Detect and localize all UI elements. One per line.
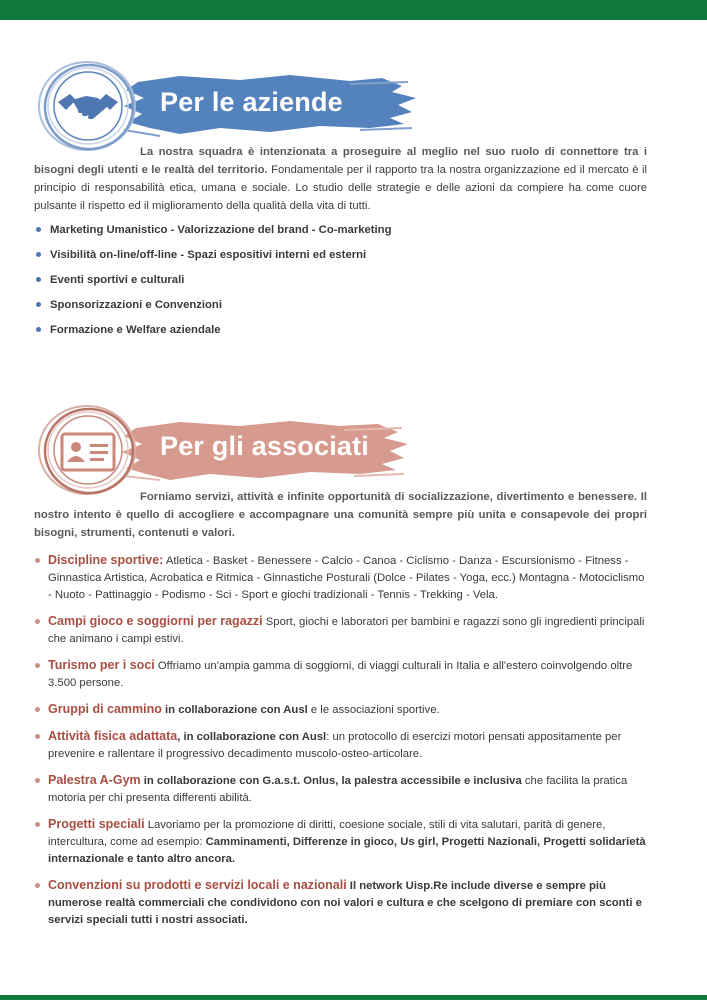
item-text: Sport, giochi e laboratori per bambini e ragazzi sono gli ingredienti principali che animano i campi estivi.: [48, 616, 645, 645]
handshake-icon: [34, 56, 142, 156]
associati-intro: Forniamo servizi, attività e infinite opportunità di socializzazione, divertimento e benessere. Il nostro intento è quello di accogliere e accompagnare una comunità sempre più unita e consapevole dei propri bisogni, strumenti, contenuti e valori.: [34, 491, 647, 539]
list-item: [34, 552, 646, 604]
item-bold: Il network Uisp.Re include diverse e sempre più numerose realtà commerciali che condividono con noi valori e cultura e che scelgono di premiare con sconti e servizi speciali tutti i nostri associati.: [48, 880, 642, 926]
id-card-icon: [34, 400, 142, 500]
item-title: Campi gioco e soggiorni per ragazzi: [48, 614, 263, 628]
aziende-intro: [34, 143, 647, 215]
aziende-list: [36, 222, 636, 347]
item-bold: in collaborazione con G.a.s.t. Onlus, la palestra accessibile e inclusiva: [140, 775, 522, 787]
item-text: che facilita la pratica motoria per chi presenta differenti abilità.: [48, 775, 628, 804]
list-item: [34, 613, 646, 648]
item-text: e le associazioni sportive.: [307, 704, 440, 716]
section-title-associati: Per gli associati: [160, 431, 369, 461]
associati-list: [34, 552, 646, 938]
item-title: Convenzioni su prodotti e servizi locali e nazionali: [48, 878, 347, 892]
item-title: Attività fisica adattata: [48, 729, 178, 743]
item-text: Lavoriamo per la promozione di diritti, coesione sociale, stili di vita salutari, parità di genere, intercultura, come ad esempio:: [48, 819, 606, 848]
aziende-intro-lead: La nostra squadra è intenzionata a proseguire al meglio nel suo ruolo di connettore tra i bisogni degli utenti e le realtà del territorio.: [34, 146, 647, 176]
list-item: [34, 657, 646, 692]
section-title-aziende: Per le aziende: [160, 87, 343, 117]
item-bold: , in collaborazione con Ausl: [177, 731, 327, 743]
list-item: Eventi sportivi e culturali: [36, 272, 636, 297]
list-item: [34, 772, 646, 807]
item-title: Turismo per i soci: [48, 658, 155, 672]
item-bold: in collaborazione con Ausl: [161, 704, 308, 716]
list-item: Sponsorizzazioni e Convenzioni: [36, 297, 636, 322]
item-title: Gruppi di cammino: [48, 702, 162, 716]
list-item: [34, 728, 646, 763]
list-item: [34, 701, 646, 719]
bottom-green-band: [0, 995, 707, 1000]
list-item: [34, 877, 646, 929]
item-title: Discipline sportive:: [48, 553, 164, 567]
item-text: Atletica - Basket - Benessere - Calcio - Canoa - Ciclismo - Danza - Escursionismo - Fitness - Ginnastica Artistica, Acrobatica e Ritmica - Ginnastiche Posturali (Dolce - Pilates - Yoga, ecc.) Montagna - Motociclismo - Nuoto - Pattinaggio - Podismo - Sci - Sport e giochi tradizionali - Tennis - Trekking - Vela.: [48, 555, 645, 601]
list-item: [34, 816, 646, 868]
list-item: Visibilità on-line/off-line - Spazi espositivi interni ed esterni: [36, 247, 636, 272]
list-item: Marketing Umanistico - Valorizzazione del brand - Co-marketing: [36, 222, 636, 247]
item-title: Progetti speciali: [48, 817, 145, 831]
item-text: Offriamo un'ampia gamma di soggiorni, di viaggi culturali in Italia e all'estero coinvolgendo oltre 3.500 persone.: [48, 660, 633, 689]
aziende-intro-rest: Fondamentale per il rapporto tra la nostra organizzazione ed il mercato è il principio di responsabilità etica, umana e sociale. Lo studio delle strategie e delle azioni da compiere ha come cuore pulsante il rispetto ed il miglioramento della qualità della vita di tutti.: [34, 164, 648, 212]
item-title: Palestra A-Gym: [48, 773, 141, 787]
item-text: : un protocollo di esercizi motori pensati appositamente per prevenire e rallentare il progressivo decadimento muscolo-osteo-articolare.: [48, 731, 622, 760]
list-item: Formazione e Welfare aziendale: [36, 322, 636, 347]
top-green-band: [0, 0, 707, 20]
item-bold: Camminamenti, Differenze in gioco, Us girl, Progetti Nazionali, Progetti solidarietà internazionale e tanto altro ancora.: [48, 836, 646, 865]
